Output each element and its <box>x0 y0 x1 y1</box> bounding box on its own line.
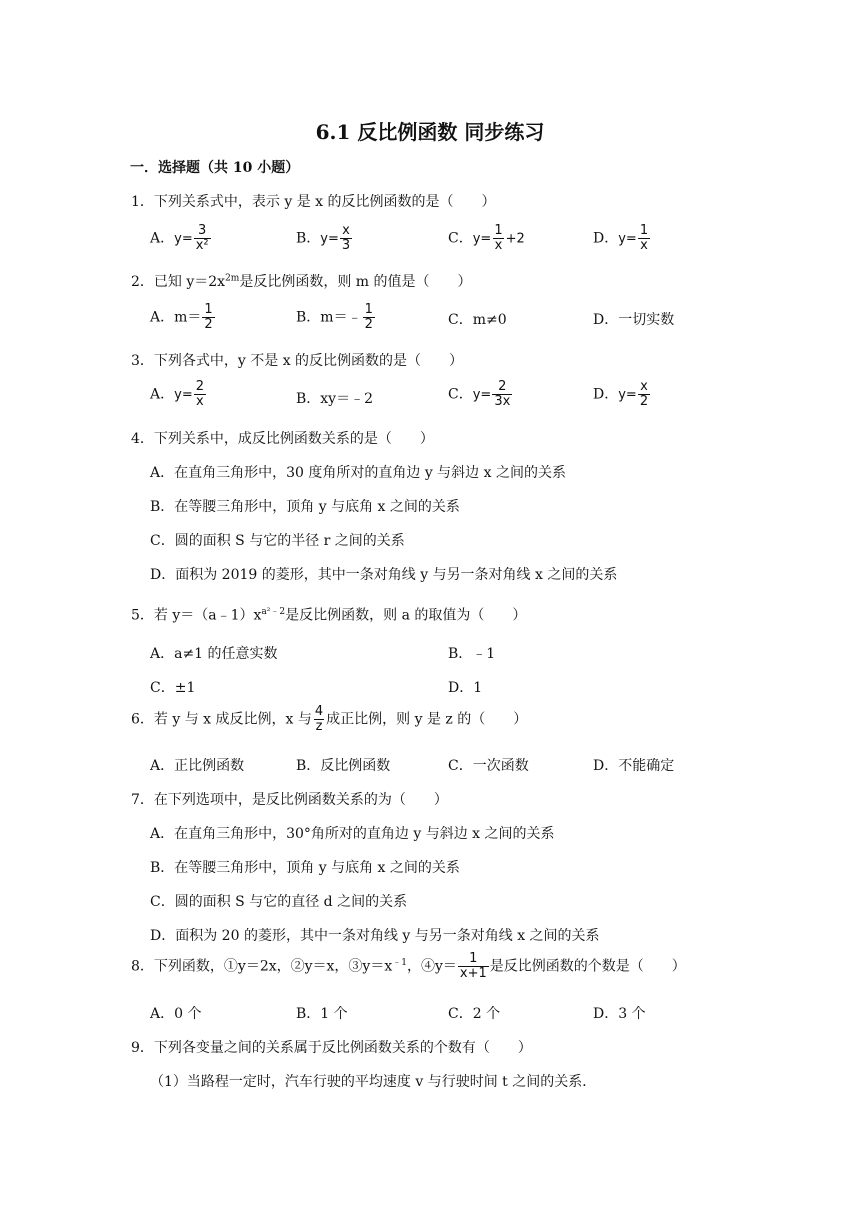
q8-option-d: D．3 个 <box>593 1006 646 1022</box>
q6-option-d: D．不能确定 <box>593 758 675 774</box>
question-7: 7．在下列选项中，是反比例函数关系的为（ ） <box>131 792 448 808</box>
q2-option-d: D．一切实数 <box>593 312 675 328</box>
question-1: 1．下列关系式中，表示 y 是 x 的反比例函数的是（ ） <box>131 194 496 210</box>
q5-option-a: A．a≠1 的任意实数 <box>150 646 278 662</box>
q2-option-b: B．m＝﹣ $\frac{1}{2}$ <box>296 302 373 332</box>
q8-option-b: B．1 个 <box>296 1006 348 1022</box>
q8-option-a: A．0 个 <box>150 1006 202 1022</box>
q7-option-d: D．面积为 20 的菱形，其中一条对角线 y 与另一条对角线 x 之间的关系 <box>150 928 600 944</box>
question-5: 5．若 $y=(a﹣1)x^{a^2﹣2}$是反比例函数，则 a 的取值为（ ） <box>131 607 527 624</box>
q3-option-c: C．y= $\frac{2}{3x}$ <box>448 379 511 409</box>
q2-option-a: A．m＝ $\frac{1}{2}$ <box>150 302 213 332</box>
question-4: 4．下列关系中，成反比例函数关系的是（ ） <box>131 431 434 447</box>
q4-option-c: C．圆的面积 S 与它的半径 r 之间的关系 <box>150 533 405 549</box>
q7-option-a: A．在直角三角形中，30°角所对的直角边 y 与斜边 x 之间的关系 <box>150 826 555 842</box>
q5-option-b: B．﹣1 <box>448 646 496 662</box>
q6-option-a: A．正比例函数 <box>150 758 245 774</box>
question-6: 6．若 y 与 x 成反比例，x 与 $\frac{4}{z}$ 成正比例，则 y 是 z 的（ ） <box>131 704 528 734</box>
question-2: 2．已知 $y=2x^{2m}$是反比例函数，则 m 的值是（ ） <box>131 273 472 290</box>
q6-option-b: B．反比例函数 <box>296 758 391 774</box>
q1-option-b: B．y= $\frac{x}{3}$ <box>296 223 351 253</box>
q1-option-a: A．y= $\frac{3}{\text{x²}}$ <box>150 223 209 253</box>
section-heading: 一．选择题（共 10 小题） <box>130 160 300 176</box>
question-8: 8．下列函数，①y＝2x，②y＝x，$③y=x^{﹣1}$，④y＝ $\frac{1}{x+1}$ 是反比例函数的个数是（ ） <box>131 951 686 981</box>
q9-item-1: （1）当路程一定时，汽车行驶的平均速度 v 与行驶时间 t 之间的关系． <box>150 1074 597 1090</box>
q2-option-c: C．m≠0 <box>448 312 507 328</box>
q4-option-d: D．面积为 2019 的菱形，其中一条对角线 y 与另一条对角线 x 之间的关系 <box>150 567 618 583</box>
q6-option-c: C．一次函数 <box>448 758 529 774</box>
q4-option-a: A．在直角三角形中，30 度角所对的直角边 y 与斜边 x 之间的关系 <box>150 465 566 481</box>
q8-option-c: C．2 个 <box>448 1006 501 1022</box>
q1-option-d: D．y= $\frac{1}{x}$ <box>593 223 649 253</box>
q5-option-d: D．1 <box>448 680 483 696</box>
q5-option-c: C．±1 <box>150 680 196 696</box>
q7-option-c: C．圆的面积 S 与它的直径 d 之间的关系 <box>150 894 408 910</box>
q3-option-d: D．y= $\frac{x}{2}$ <box>593 379 649 409</box>
question-9: 9．下列各变量之间的关系属于反比例函数关系的个数有（ ） <box>131 1040 532 1056</box>
question-3: 3．下列各式中，y 不是 x 的反比例函数的是（ ） <box>131 353 464 369</box>
q7-option-b: B．在等腰三角形中，顶角 y 与底角 x 之间的关系 <box>150 860 460 876</box>
q1-option-c: C．y= $\frac{1}{x}$ +2 <box>448 223 525 253</box>
q4-option-b: B．在等腰三角形中，顶角 y 与底角 x 之间的关系 <box>150 499 460 515</box>
q3-option-b: B．xy＝﹣2 <box>296 391 373 407</box>
q3-option-a: A．y= $\frac{2}{x}$ <box>150 379 204 409</box>
page-title: 6.1 反比例函数 同步练习 <box>315 120 545 144</box>
